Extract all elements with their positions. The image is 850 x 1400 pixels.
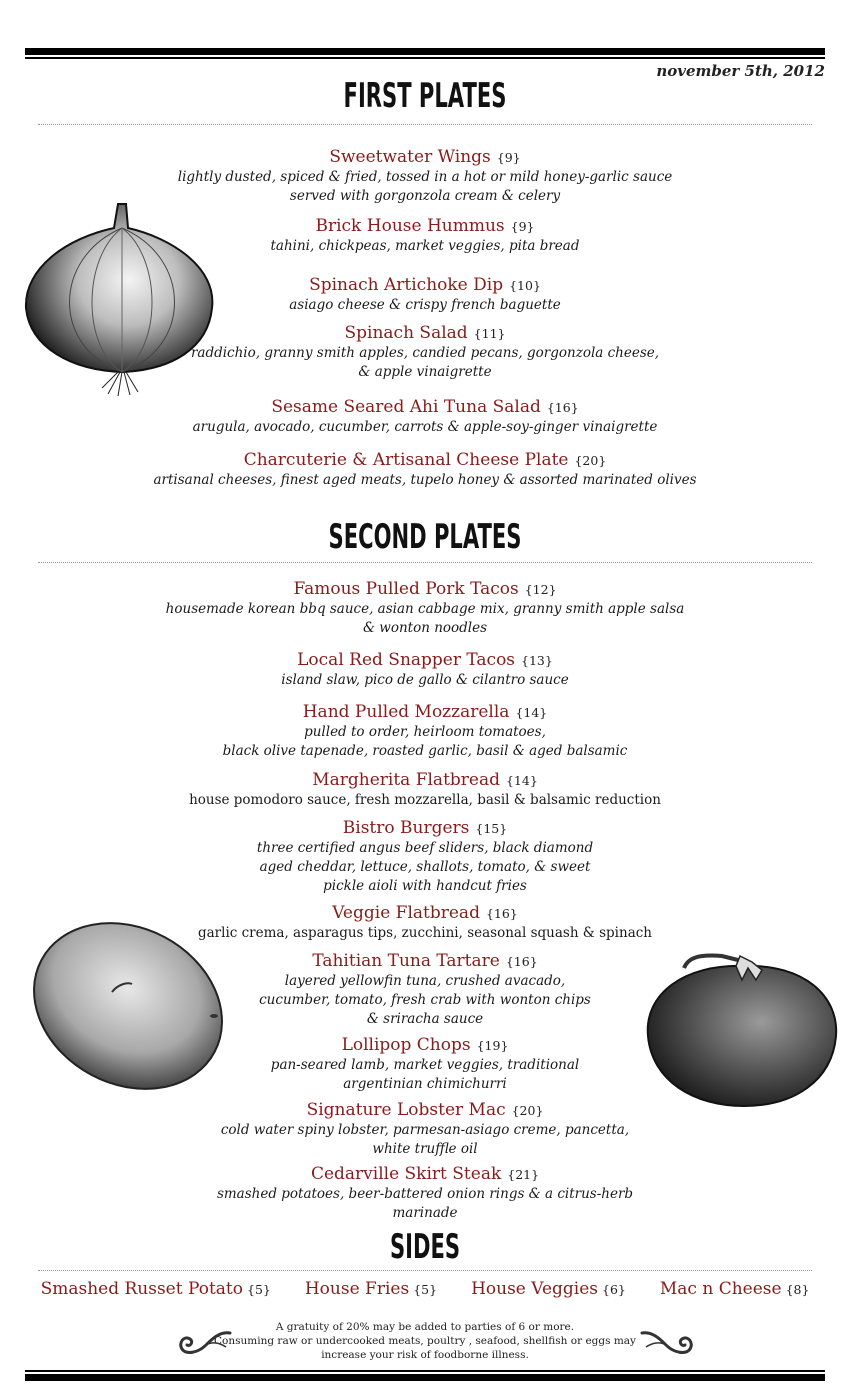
side-name: House Fries	[304, 1279, 410, 1299]
item-name: Brick House Hummus	[315, 216, 505, 236]
item-name: Cedarville Skirt Steak	[310, 1164, 502, 1184]
item-description: & apple vinaigrette	[358, 364, 492, 380]
item-price: {10}	[509, 278, 541, 293]
item-price: {19}	[476, 1038, 509, 1053]
side-price: {8}	[785, 1282, 810, 1297]
section-title-second-plates: SECOND PLATES	[328, 517, 522, 557]
menu-item	[0, 650, 850, 689]
menu-item	[0, 1100, 850, 1158]
side-item	[305, 1279, 437, 1299]
item-description: tahini, chickpeas, market veggies, pita bread	[270, 238, 580, 254]
item-description: cold water spiny lobster, parmesan-asiago creme, pancetta,	[220, 1122, 630, 1138]
side-item	[41, 1279, 271, 1299]
item-description: served with gorgonzola cream & celery	[289, 188, 561, 204]
item-name: Charcuterie & Artisanal Cheese Plate	[243, 450, 569, 470]
item-name: Margherita Flatbread	[312, 770, 500, 790]
side-price: {6}	[602, 1282, 626, 1297]
menu-item	[0, 702, 850, 760]
item-description: asiago cheese & crispy french baguette	[289, 297, 561, 313]
item-price: {16}	[485, 906, 518, 921]
item-description: cucumber, tomato, fresh crab with wonton chips	[259, 992, 591, 1008]
side-item	[660, 1279, 810, 1299]
item-description: white truffle oil	[372, 1141, 478, 1157]
consumption-warning-cont: increase your risk of foodborne illness.	[321, 1349, 529, 1361]
menu-date: november 5th, 2012	[656, 62, 825, 80]
footer-notice	[0, 1320, 850, 1362]
menu-item	[0, 397, 850, 436]
gratuity-notice: A gratuity of 20% may be added to parties of 6 or more.	[275, 1321, 575, 1333]
item-description: pan-seared lamb, market veggies, traditional	[270, 1057, 580, 1073]
menu-item	[0, 1164, 850, 1222]
sides-list	[0, 1279, 850, 1299]
item-name: Tahitian Tuna Tartare	[312, 951, 500, 971]
item-price: {9}	[496, 150, 521, 165]
item-description: house pomodoro sauce, fresh mozzarella, basil & balsamic reduction	[189, 792, 661, 808]
menu-item	[0, 147, 850, 205]
side-name: Smashed Russet Potato	[40, 1279, 243, 1299]
item-description: pickle aioli with handcut fries	[323, 878, 527, 894]
section-title-first-plates: FIRST PLATES	[343, 76, 507, 116]
item-description: marinade	[392, 1205, 458, 1221]
item-name: Lollipop Chops	[341, 1035, 471, 1055]
item-description: raddichio, granny smith apples, candied pecans, gorgonzola cheese,	[190, 345, 660, 361]
section-title-sides: SIDES	[389, 1227, 461, 1267]
item-description: island slaw, pico de gallo & cilantro sauce	[281, 672, 569, 688]
menu-item	[0, 450, 850, 489]
dotted-divider	[38, 124, 812, 125]
item-price: {12}	[524, 582, 557, 597]
item-price: {16}	[505, 954, 538, 969]
item-price: {13}	[521, 653, 553, 668]
item-name: Spinach Artichoke Dip	[309, 275, 504, 295]
side-price: {5}	[413, 1282, 438, 1297]
flourish-left-icon	[176, 1325, 232, 1361]
side-name: Mac n Cheese	[659, 1279, 782, 1299]
bottom-rule	[25, 1370, 825, 1381]
item-name: Hand Pulled Mozzarella	[302, 702, 510, 722]
item-description: arugula, avocado, cucumber, carrots & apple-soy-ginger vinaigrette	[192, 419, 658, 435]
item-name: Local Red Snapper Tacos	[297, 650, 516, 670]
onion-illustration-icon	[22, 198, 217, 398]
flourish-right-icon	[640, 1325, 696, 1361]
menu-item	[0, 818, 850, 895]
item-name: Sesame Seared Ahi Tuna Salad	[271, 397, 541, 417]
item-description: black olive tapenade, roasted garlic, basil & aged balsamic	[222, 743, 628, 759]
item-description: three certified angus beef sliders, black diamond	[256, 840, 594, 856]
item-description: garlic crema, asparagus tips, zucchini, seasonal squash & spinach	[197, 925, 653, 941]
item-name: Spinach Salad	[344, 323, 468, 343]
item-price: {21}	[507, 1167, 540, 1182]
item-price: {14}	[515, 705, 548, 720]
item-price: {20}	[511, 1103, 544, 1118]
item-price: {11}	[473, 326, 506, 341]
item-description: aged cheddar, lettuce, shallots, tomato, & sweet	[259, 859, 591, 875]
item-description: housemade korean bbq sauce, asian cabbage mix, granny smith apple salsa	[165, 601, 685, 617]
consumption-warning: Consuming raw or undercooked meats, poultry , seafood, shellfish or eggs may	[214, 1335, 636, 1347]
item-description: artisanal cheeses, finest aged meats, tupelo honey & assorted marinated olives	[153, 472, 697, 488]
dotted-divider	[38, 562, 812, 563]
side-name: House Veggies	[471, 1279, 599, 1299]
item-description: pulled to order, heirloom tomatoes,	[304, 724, 546, 740]
item-description: smashed potatoes, beer-battered onion rings & a citrus-herb	[216, 1186, 634, 1202]
item-price: {9}	[510, 219, 535, 234]
item-description: layered yellowfin tuna, crushed avacado,	[284, 973, 566, 989]
item-price: {20}	[574, 453, 607, 468]
top-rule	[25, 48, 825, 59]
item-description: & wonton noodles	[362, 620, 488, 636]
side-price: {5}	[247, 1282, 271, 1297]
item-name: Famous Pulled Pork Tacos	[293, 579, 519, 599]
item-price: {15}	[475, 821, 508, 836]
tomato-illustration-icon	[644, 936, 839, 1108]
menu-item	[0, 579, 850, 637]
item-description: argentinian chimichurri	[343, 1076, 507, 1092]
dotted-divider	[38, 1270, 812, 1271]
item-name: Veggie Flatbread	[332, 903, 480, 923]
potato-illustration-icon	[28, 920, 228, 1092]
item-price: {14}	[505, 773, 538, 788]
item-name: Bistro Burgers	[342, 818, 470, 838]
item-price: {16}	[546, 400, 579, 415]
menu-item	[0, 770, 850, 809]
item-description: lightly dusted, spiced & fried, tossed in a hot or mild honey-garlic sauce	[177, 169, 673, 185]
side-item	[471, 1279, 626, 1299]
item-description: & sriracha sauce	[366, 1011, 484, 1027]
item-name: Sweetwater Wings	[329, 147, 491, 167]
item-name: Signature Lobster Mac	[306, 1100, 506, 1120]
